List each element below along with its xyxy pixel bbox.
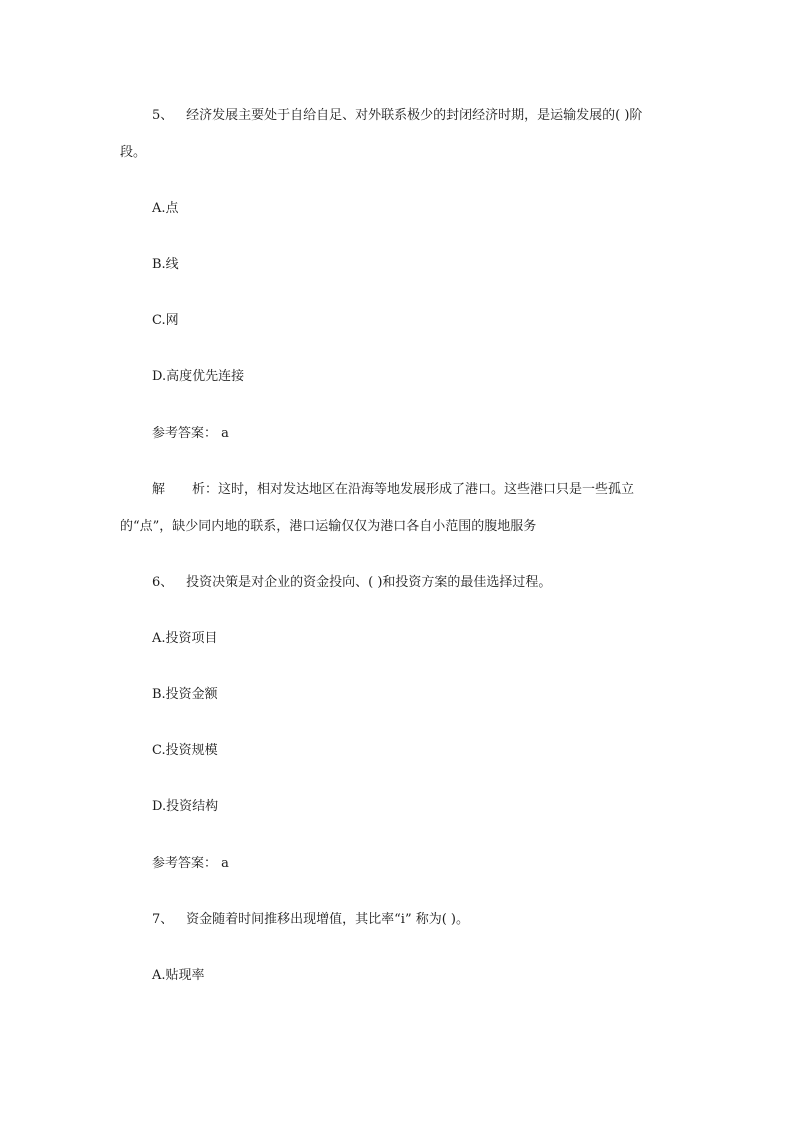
analysis [152,482,634,498]
question-number: 6、 [152,575,174,590]
option-a: A.贴现率 [152,968,205,983]
option-a: A.投资项目 [152,631,218,646]
question-number: 5、 [152,108,174,123]
option-c: C.投资规模 [152,743,218,758]
analysis-continued: 的“点”，缺少同内地的联系，港口运输仅仅为港口各自小范围的腹地服务 [120,519,537,534]
option-a: A.点 [152,201,179,216]
option-d: D.高度优先连接 [152,369,245,384]
question-text: 资金随着时间推移出现增值，其比率“i” 称为( )。 [186,912,469,927]
option-d: D.投资结构 [152,799,219,814]
answer: 参考答案： a [152,856,229,871]
question-text: 投资决策是对企业的资金投向、( )和投资方案的最佳选择过程。 [186,575,552,590]
analysis-label-part1: 解 [152,482,166,497]
analysis-label-part2: 析： [192,482,219,497]
option-c: C.网 [152,313,179,328]
question-5-stem [152,108,642,124]
question-7-stem [152,912,469,928]
question-6-stem [152,575,551,591]
question-5-stem-continued: 段。 [120,145,147,160]
analysis-text: 这时，相对发达地区在沿海等地发展形成了港口。这些港口只是一些孤立 [218,482,635,497]
option-b: B.线 [152,257,179,272]
option-b: B.投资金额 [152,687,218,702]
question-number: 7、 [152,912,174,927]
answer: 参考答案： a [152,426,229,441]
question-text: 经济发展主要处于自给自足、对外联系极少的封闭经济时期，是运输发展的( )阶 [186,108,643,123]
